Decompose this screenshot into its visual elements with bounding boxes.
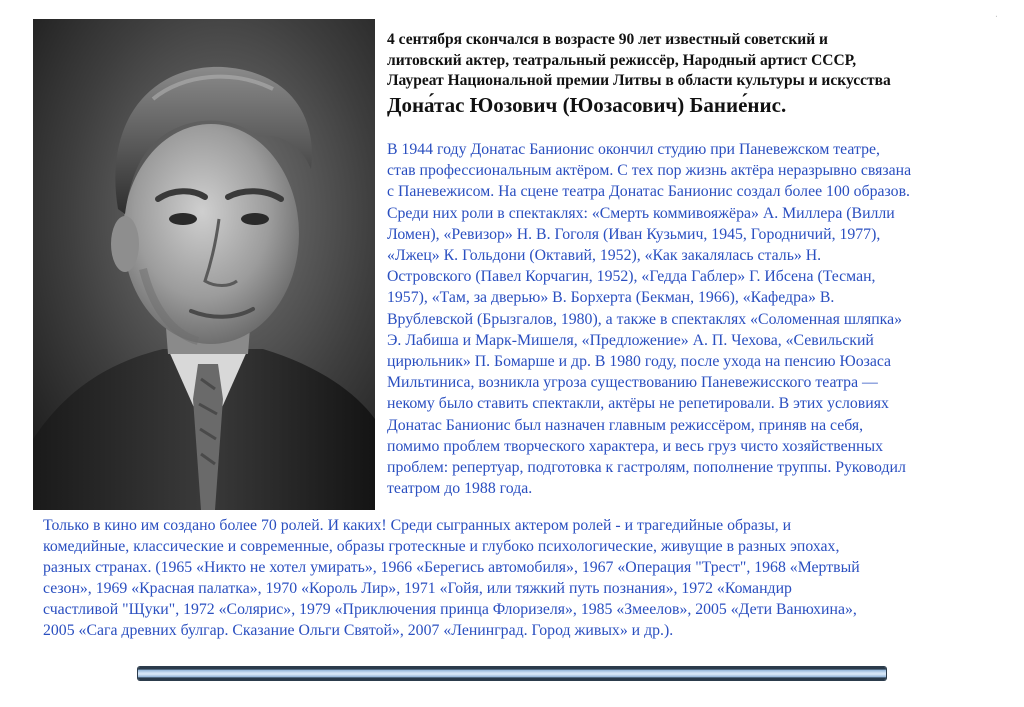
corner-mark: · [994,12,998,23]
portrait-photo [33,19,375,510]
filmography-paragraph: Только в кино им создано более 70 ролей. И каких! Среди сыгранных актером ролей - и трагедийные образы, и комедийные, классические и современные, образы гротескные и глубоко психологические, живущие в разных эпохах, разных странах. (1965 «Никто не хотел умирать», 1966 «Берегись автомобиля», 1967 «Операция "Трест", 1968 «Мертвый сезон», 1969 «Красная палатка», 1970 «Король Лир», 1971 «Гойя, или тяжкий путь познания», 1972 «Командир счастливой "Щуки", 1972 «Солярис», 1979 «Приключения принца Флоризеля», 1985 «Змеелов», 2005 «Дети Ванюхина», 2005 «Сага древних булгар. Сказание Ольги Святой», 2007 «Ленинград. Город живых» и др.). [43,517,860,639]
person-name: Дона́тас Юозович (Юозасович) Бание́нис. [387,93,787,117]
obituary-headline: 4 сентября скончался в возрасте 90 лет известный советский и литовский актер, театральный режиссёр, Народный артист СССР, Лауреат Национальной премии Литвы в области культуры и искусства [387,31,891,89]
biography-paragraph: В 1944 году Донатас Банионис окончил студию при Паневежском театре, став профессиональным актёром. С тех пор жизнь актёра неразрывно связана с Паневежисом. На сцене театра Донатас Банионис создал более 100 образов. Среди них роли в спектаклях: «Смерть коммивояжёра» А. Миллера (Вилли Ломен), «Ревизор» Н. В. Гоголя (Иван Кузьмич, 1945, Городничий, 1977), «Лжец» К. Гольдони (Октавий, 1952), «Как закалялась сталь» Н. Островского (Павел Корчагин, 1952), «Гедда Габлер» Г. Ибсена (Тесман, 1957), «Там, за дверью» В. Борхерта (Бекман, 1966), «Кафедра» В. Врублевской (Брызгалов, 1980), а также в спектаклях «Соломенная шляпка» Э. Лабиша и Марк-Мишеля, «Предложение» А. П. Чехова, «Севильский цирюльник» П. Бомарше и др. В 1980 году, после ухода на пенсию Юозаса Мильтиниса, возникла угроза существованию Паневежисского театра — некому было ставить спектакли, актёры не репетировали. В этих условиях Донатас Банионис был назначен главным режиссёром, приняв на себя, помимо проблем творческого характера, и весь груз чисто хозяйственных проблем: репертуар, подготовка к гастролям, пополнение труппы. Руководил театром до 1988 года. [387,141,912,498]
portrait-illustration [33,19,375,510]
decorative-divider [138,667,886,680]
